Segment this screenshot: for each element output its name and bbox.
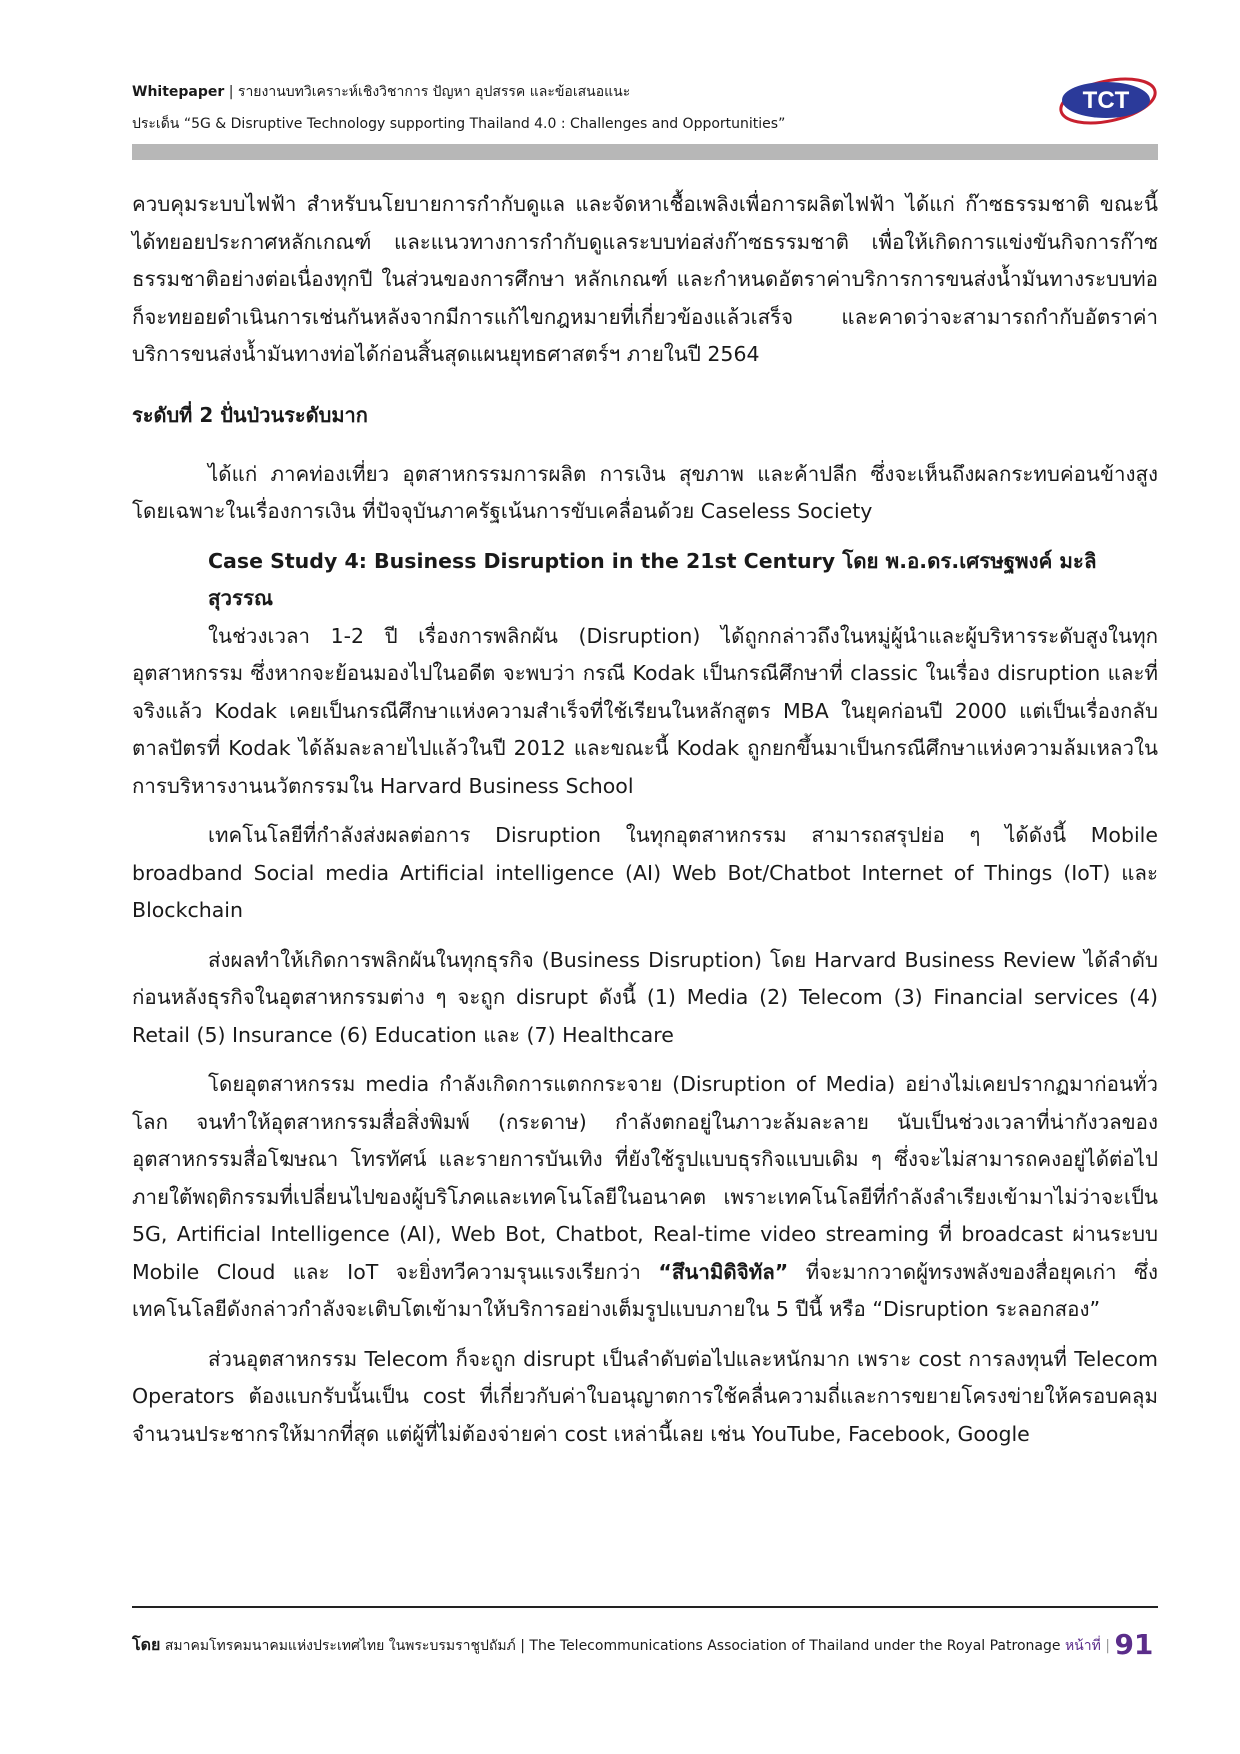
header-divider-bar xyxy=(132,144,1158,160)
footer-association-th: สมาคมโทรคมนาคมแห่งประเทศไทย ในพระบรมราชูปถัมภ์ xyxy=(164,1638,516,1654)
tct-logo xyxy=(1052,70,1160,130)
footer-by: โดย xyxy=(132,1635,161,1654)
paragraph-electricity: ควบคุมระบบไฟฟ้า สำหรับนโยบายการกำกับดูแล และจัดหาเชื้อเพลิงเพื่อการผลิตไฟฟ้า ได้แก่ ก๊าซธรรมชาติ ขณะนี้ได้ทยอยประกาศหลักเกณฑ์ และแนวทางการกำกับดูแลระบบท่อส่งก๊าซธรรมชาติ เพื่อให้เกิดการแข่งขันกิจการก๊าซธรรมชาติอย่างต่อเนื่องทุกปี ในส่วนของการศึกษา หลักเกณฑ์ และกำหนดอัตราค่าบริการการขนส่งน้ำมันทางระบบท่อก็จะทยอยดำเนินการเช่นกันหลังจากมีการแก้ไขกฎหมายที่เกี่ยวข้องแล้วเสร็จ และคาดว่าจะสามารถกำกับอัตราค่าบริการขนส่งน้ำมันทางท่อได้ก่อนสิ้นสุดแผนยุทธศาสตร์ฯ ภายในปี 2564 xyxy=(132,192,1158,366)
section-heading-level-2: ระดับที่ 2 ปั่นป่วนระดับมาก xyxy=(132,402,368,427)
case-study-title: Case Study 4: Business Disruption in the 21st Century โดย พ.อ.ดร.เศรษฐพงค์ มะลิสุวรรณ xyxy=(208,548,1097,610)
page-body xyxy=(132,186,1158,1453)
digital-tsunami-term: “สึนามิดิจิทัล” xyxy=(658,1259,789,1284)
paragraph-kodak: ในช่วงเวลา 1-2 ปี เรื่องการพลิกผัน (Disruption) ได้ถูกกล่าวถึงในหมู่ผู้นำและผู้บริหารระดับสูงในทุกอุตสาหกรรม ซึ่งหากจะย้อนมองไปในอดีต จะพบว่า กรณี Kodak เป็นกรณีศึกษาที่ classic ในเรื่อง disruption และที่จริงแล้ว Kodak เคยเป็นกรณีศึกษาแห่งความสำเร็จที่ใช้เรียนในหลักสูตร MBA ในยุคก่อนปี 2000 แต่เป็นเรื่องกลับตาลปัตรที่ Kodak ได้ล้มละลายไปแล้วในปี 2012 และขณะนี้ Kodak ถูกยกขึ้นมาเป็นกรณีศึกษาแห่งความล้มเหลวในการบริหารงานนวัตกรรมใน Harvard Business School xyxy=(132,623,1158,798)
page-separator: | xyxy=(1105,1638,1110,1654)
paragraph-business-disruption: ส่งผลทำให้เกิดการพลิกผันในทุกธุรกิจ (Business Disruption) โดย Harvard Business Review ได้ลำดับก่อนหลังธุรกิจในอุตสาหกรรมต่าง ๆ จะถูก disrupt ดังนี้ (1) Media (2) Telecom (3) Financial services (4) Retail (5) Insurance (6) Education และ (7) Healthcare xyxy=(132,947,1158,1047)
footer-association-en: The Telecommunications Association of Thailand under the Royal Patronage xyxy=(529,1638,1061,1654)
paragraph-level-2: ได้แก่ ภาคท่องเที่ยว อุตสาหกรรมการผลิต การเงิน สุขภาพ และค้าปลีก ซึ่งจะเห็นถึงผลกระทบค่อนข้างสูง โดยเฉพาะในเรื่องการเงิน ที่ปัจจุบันภาครัฐเน้นการขับเคลื่อนด้วย Caseless Society xyxy=(132,461,1158,523)
media-text-a: โดยอุตสาหกรรม media กำลังเกิดการแตกกระจาย (Disruption of Media) อย่างไม่เคยปรากฏมาก่อนทั่วโลก จนทำให้อุตสาหกรรมสื่อสิ่งพิมพ์ (กระดาษ) กำลังตกอยู่ในภาวะล้มละลาย นับเป็นช่วงเวลาที่น่ากังวลของอุตสาหกรรมสื่อโฆษณา โทรทัศน์ และรายการบันเทิง ที่ยังใช้รูปแบบธุรกิจแบบเดิม ๆ ซึ่งจะไม่สามารถคงอยู่ได้ต่อไปภายใต้พฤติกรรมที่เปลี่ยนไปของผู้บริโภคและเทคโนโลยีในอนาคต เพราะเทคโนโลยีที่กำลังลำเรียงเข้ามาไม่ว่าจะเป็น 5G, Artificial Intelligence (AI), Web Bot, Chatbot, Real-time video streaming ที่ broadcast ผ่านระบบ Mobile Cloud และ IoT จะยิ่งทวีความรุนแรงเรียกว่า xyxy=(132,1072,1158,1284)
header-line-1 xyxy=(132,82,630,102)
paragraph-media xyxy=(132,1066,1158,1329)
media-text-b: ที่จะมากวาดผู้ทรงพลังของสื่อยุคเก่า ซึ่งเทคโนโลยีดังกล่าวกำลังจะเติบโตเข้ามาให้บริการอย่างเต็มรูปแบบภายใน 5 ปีนี้ หรือ “Disruption ระลอกสอง” xyxy=(132,1259,1158,1321)
header-subtitle: รายงานบทวิเคราะห์เชิงวิชาการ ปัญหา อุปสรรค และข้อเสนอแนะ xyxy=(237,84,631,100)
header-topic: ประเด็น “5G & Disruptive Technology supporting Thailand 4.0 : Challenges and Opportunities” xyxy=(132,116,786,132)
page-number: 91 xyxy=(1114,1628,1154,1661)
footer-separator: | xyxy=(520,1638,525,1654)
header-separator: | xyxy=(228,84,234,100)
footer-divider xyxy=(132,1606,1158,1608)
paragraph-telecom: ส่วนอุตสาหกรรม Telecom ก็จะถูก disrupt เป็นลำดับต่อไปและหนักมาก เพราะ cost การลงทุนที่ Telecom Operators ต้องแบกรับนั้นเป็น cost ที่เกี่ยวกับค่าใบอนุญาตการใช้คลื่นความถี่และการขยายโครงข่ายให้ครอบคลุมจำนวนประชากรให้มากที่สุด แต่ผู้ที่ไม่ต้องจ่ายค่า cost เหล่านี้เลย เช่น YouTube, Facebook, Google xyxy=(132,1346,1158,1446)
doc-type: Whitepaper xyxy=(132,84,225,100)
paragraph-technologies: เทคโนโลยีที่กำลังส่งผลต่อการ Disruption ในทุกอุตสาหกรรม สามารถสรุปย่อ ๆ ได้ดังนี้ Mobile broadband Social media Artificial intelligence (AI) Web Bot/Chatbot Internet of Things (IoT) และ Blockchain xyxy=(132,823,1158,922)
page-footer xyxy=(132,1628,1158,1668)
logo-text: TCT xyxy=(1082,87,1130,114)
page-label: หน้าที่ xyxy=(1064,1638,1101,1654)
